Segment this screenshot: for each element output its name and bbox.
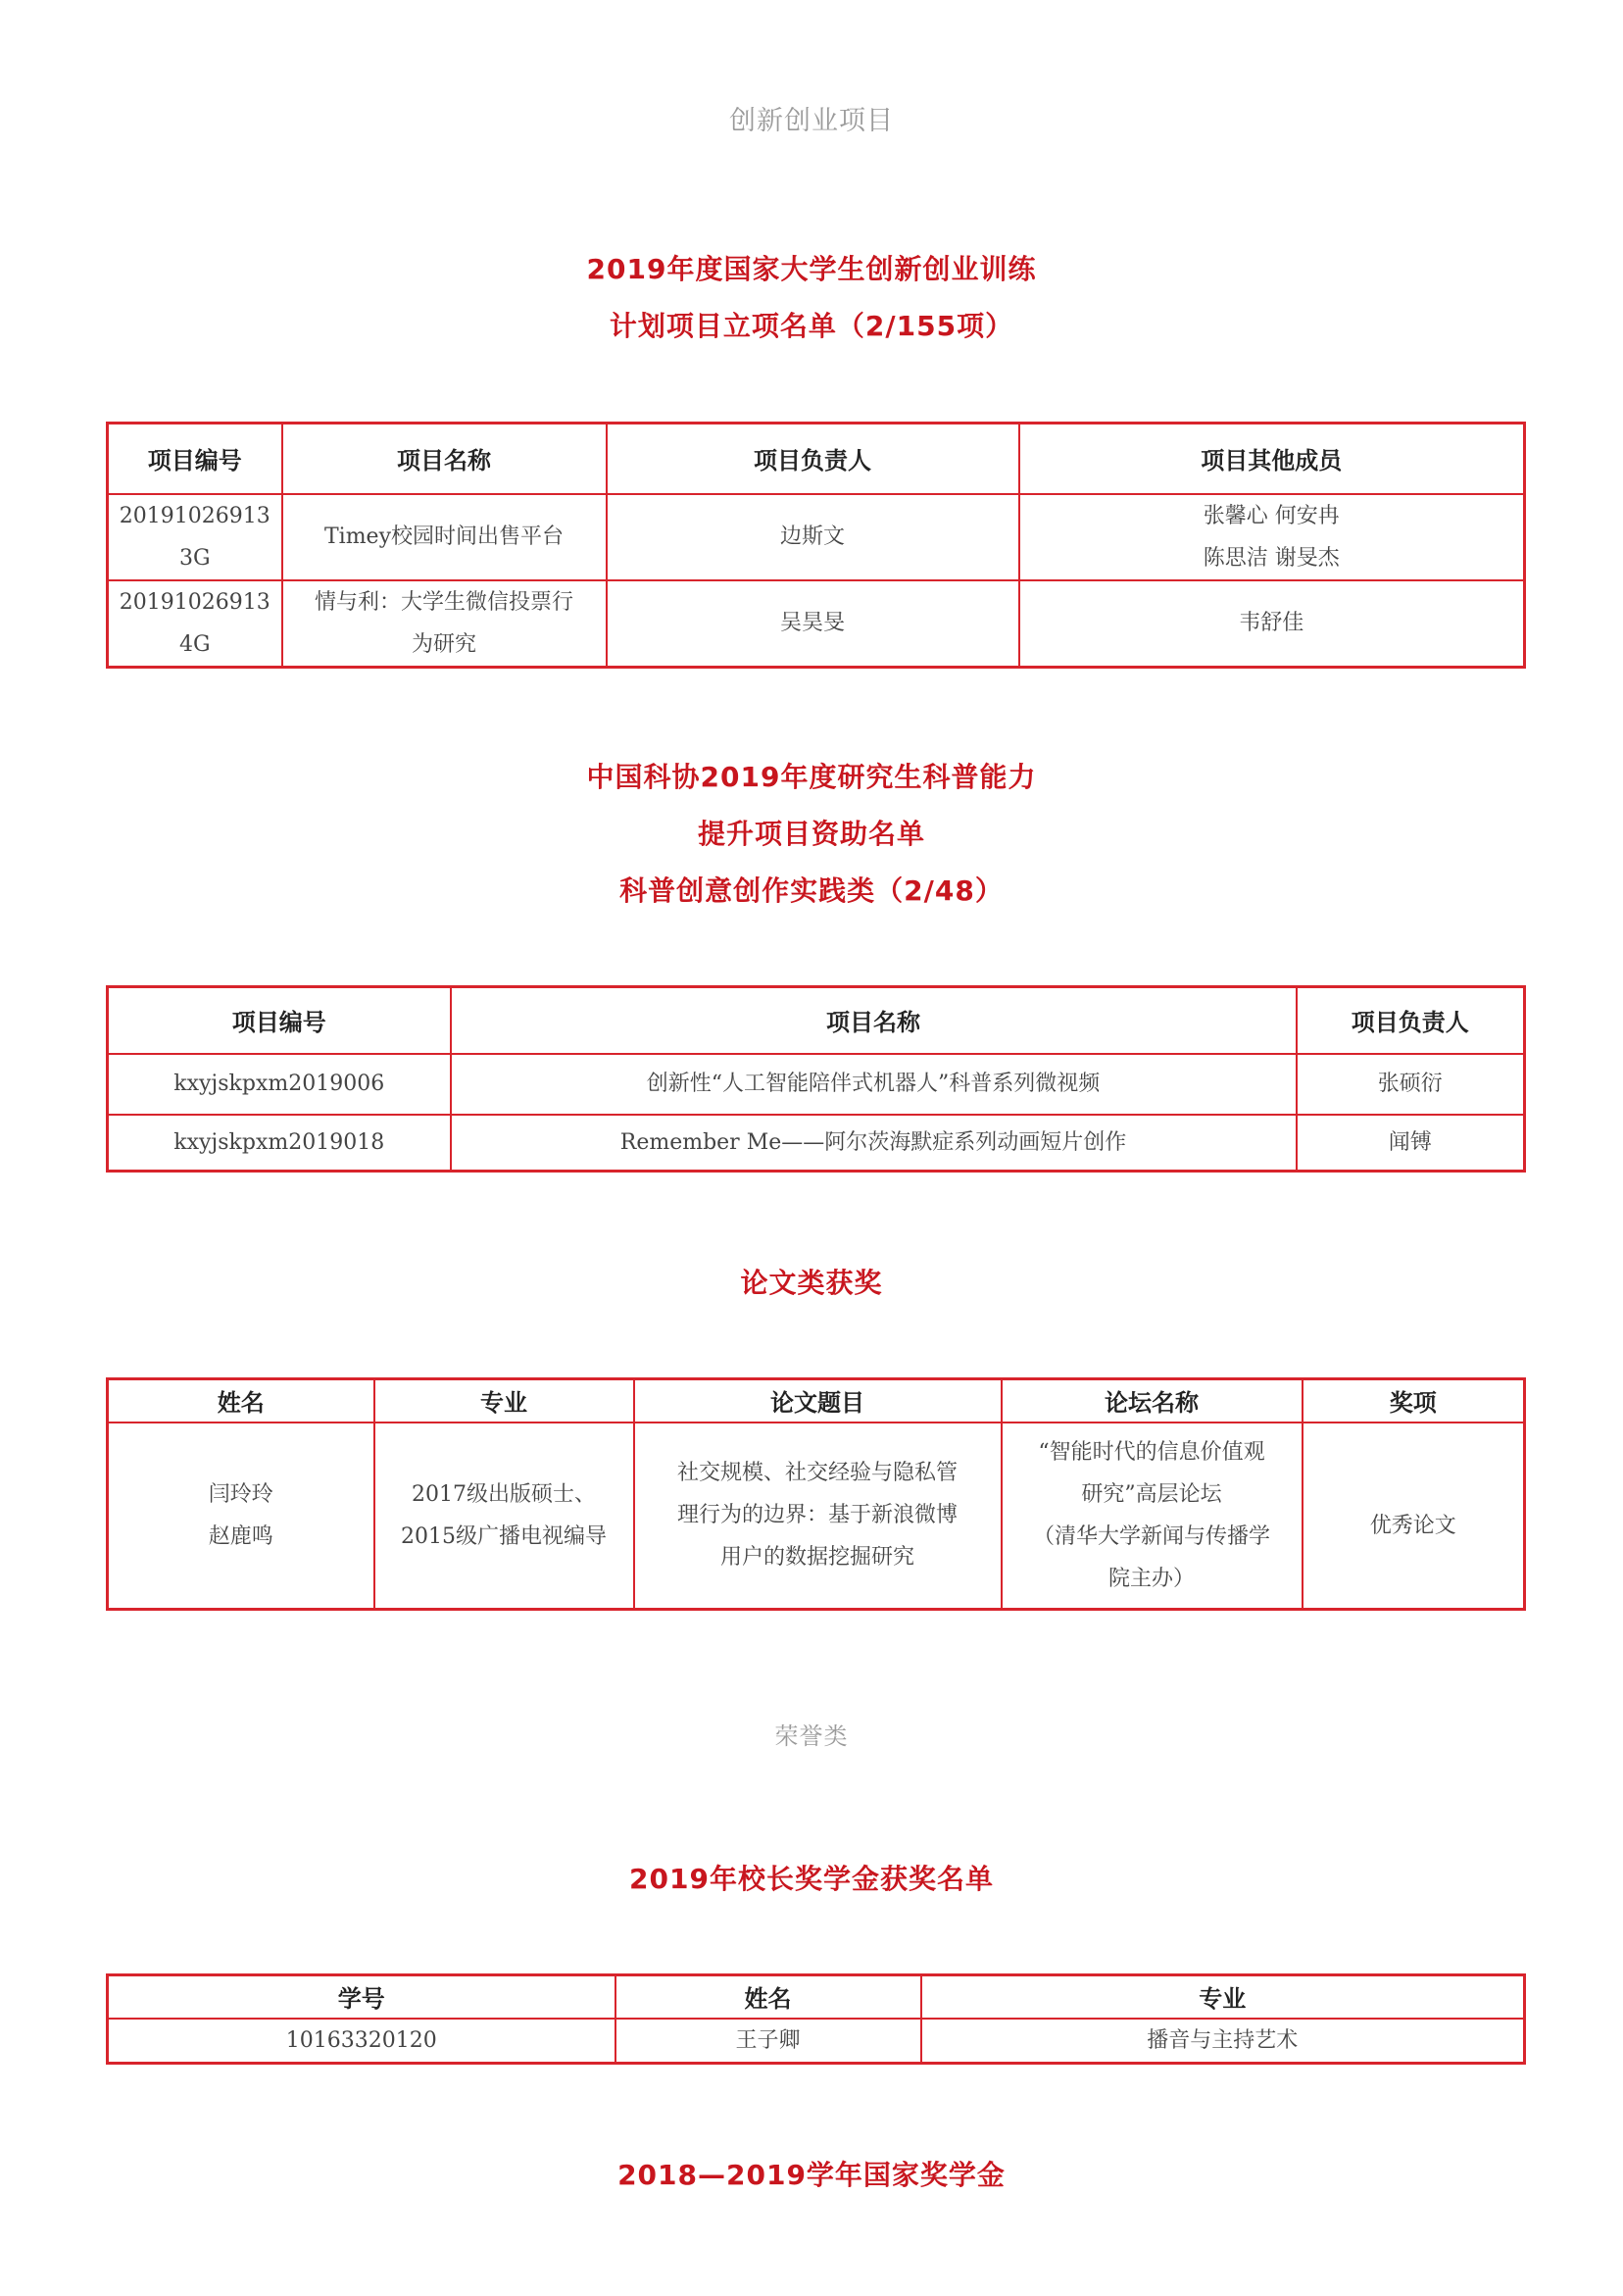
forum-name-line: 院主办） [1107, 1566, 1195, 1591]
project-name-text: Timey校园时间出售平台 [323, 524, 565, 549]
table-row [108, 2019, 1525, 2064]
project-id-cell: kxyjskpxm2019006 [108, 1054, 451, 1115]
table-row [108, 1115, 1525, 1172]
title-national-innovation-line2: 计划项目立项名单（2/155项） [609, 310, 1014, 342]
project-id-part2: 4G [178, 631, 211, 657]
other-members-cell [1019, 494, 1525, 580]
forum-name-line: 研究”高层论坛 [1081, 1481, 1222, 1507]
col-header-student-id: 学号 [108, 1975, 615, 2019]
col-header-name: 姓名 [615, 1975, 921, 2019]
student-id-cell: 10163320120 [108, 2019, 615, 2064]
project-id-cell [108, 494, 282, 580]
other-members-cell: 韦舒佳 [1019, 580, 1525, 668]
col-header-other-members: 项目其他成员 [1019, 424, 1525, 494]
student-name-cell: 王子卿 [615, 2019, 921, 2064]
project-leader-cell: 边斯文 [607, 494, 1019, 580]
president-scholarship-table [106, 1973, 1526, 2065]
table-row [108, 580, 1525, 668]
author-name: 赵鹿鸣 [208, 1523, 273, 1549]
col-header-major: 专业 [921, 1975, 1525, 2019]
col-header-project-name: 项目名称 [451, 987, 1297, 1054]
title-cast-science-line2: 提升项目资助名单 [697, 818, 925, 850]
col-header-paper-title: 论文题目 [634, 1379, 1002, 1423]
project-name-line1: 情与利：大学生微信投票行 [314, 589, 573, 615]
project-id-part2: 3G [178, 545, 211, 571]
major-cell [374, 1423, 634, 1610]
table-header-row [108, 1379, 1525, 1423]
col-header-project-name: 项目名称 [282, 424, 607, 494]
project-leader-cell: 闻镈 [1297, 1115, 1525, 1172]
section-label-honors: 荣誉类 [774, 1722, 849, 1750]
col-header-forum-name: 论坛名称 [1002, 1379, 1303, 1423]
members-line1: 张馨心 何安冉 [1203, 503, 1340, 528]
project-id-part1: 20191026913 [119, 503, 270, 528]
col-header-major: 专业 [374, 1379, 634, 1423]
col-header-name: 姓名 [108, 1379, 374, 1423]
project-leader-cell: 张硕衍 [1297, 1054, 1525, 1115]
title-paper-awards: 论文类获奖 [740, 1267, 883, 1299]
col-header-project-leader: 项目负责人 [1297, 987, 1525, 1054]
project-name-cell: Remember Me——阿尔茨海默症系列动画短片创作 [451, 1115, 1297, 1172]
author-names-cell [108, 1423, 374, 1610]
paper-title-line: 理行为的边界：基于新浪微博 [676, 1503, 958, 1528]
science-popularization-table [106, 985, 1526, 1173]
col-header-project-id: 项目编号 [108, 987, 451, 1054]
table-header-row [108, 987, 1525, 1054]
table-row [108, 494, 1525, 580]
project-name-cell: 创新性“人工智能陪伴式机器人”科普系列微视频 [451, 1054, 1297, 1115]
table-row [108, 1423, 1525, 1610]
author-name: 闫玲玲 [208, 1481, 273, 1507]
title-national-scholarship: 2018—2019学年国家奖学金 [617, 2159, 1006, 2191]
members-line2: 陈思洁 谢旻杰 [1203, 545, 1340, 571]
title-national-innovation-line1: 2019年度国家大学生创新创业训练 [586, 253, 1037, 285]
forum-name-line: “智能时代的信息价值观 [1038, 1439, 1265, 1465]
major-line: 2015级广播电视编导 [401, 1523, 607, 1549]
national-innovation-table [106, 422, 1526, 669]
paper-title-cell [634, 1423, 1002, 1610]
paper-awards-table [106, 1377, 1526, 1611]
major-line: 2017级出版硕士、 [412, 1481, 596, 1507]
col-header-project-id: 项目编号 [108, 424, 282, 494]
title-cast-science-line3: 科普创意创作实践类（2/48） [619, 874, 1004, 907]
section-label-innovation: 创新创业项目 [729, 106, 894, 136]
project-id-cell: kxyjskpxm2019018 [108, 1115, 451, 1172]
award-cell: 优秀论文 [1303, 1423, 1525, 1610]
project-id-cell [108, 580, 282, 668]
forum-name-cell [1002, 1423, 1303, 1610]
forum-name-line: （清华大学新闻与传播学 [1032, 1523, 1270, 1549]
col-header-award: 奖项 [1303, 1379, 1525, 1423]
paper-title-line: 社交规模、社交经验与隐私管 [676, 1461, 958, 1486]
student-major-cell: 播音与主持艺术 [921, 2019, 1525, 2064]
title-cast-science-line1: 中国科协2019年度研究生科普能力 [586, 761, 1037, 793]
title-president-scholarship: 2019年校长奖学金获奖名单 [629, 1863, 994, 1895]
table-header-row [108, 424, 1525, 494]
table-header-row [108, 1975, 1525, 2019]
project-name-cell [282, 580, 607, 668]
project-id-part1: 20191026913 [119, 589, 270, 615]
project-leader-cell: 吴昊旻 [607, 580, 1019, 668]
col-header-project-leader: 项目负责人 [607, 424, 1019, 494]
project-name-line2: 为研究 [411, 631, 476, 657]
paper-title-line: 用户的数据挖掘研究 [719, 1545, 914, 1571]
table-row [108, 1054, 1525, 1115]
project-name-cell [282, 494, 607, 580]
